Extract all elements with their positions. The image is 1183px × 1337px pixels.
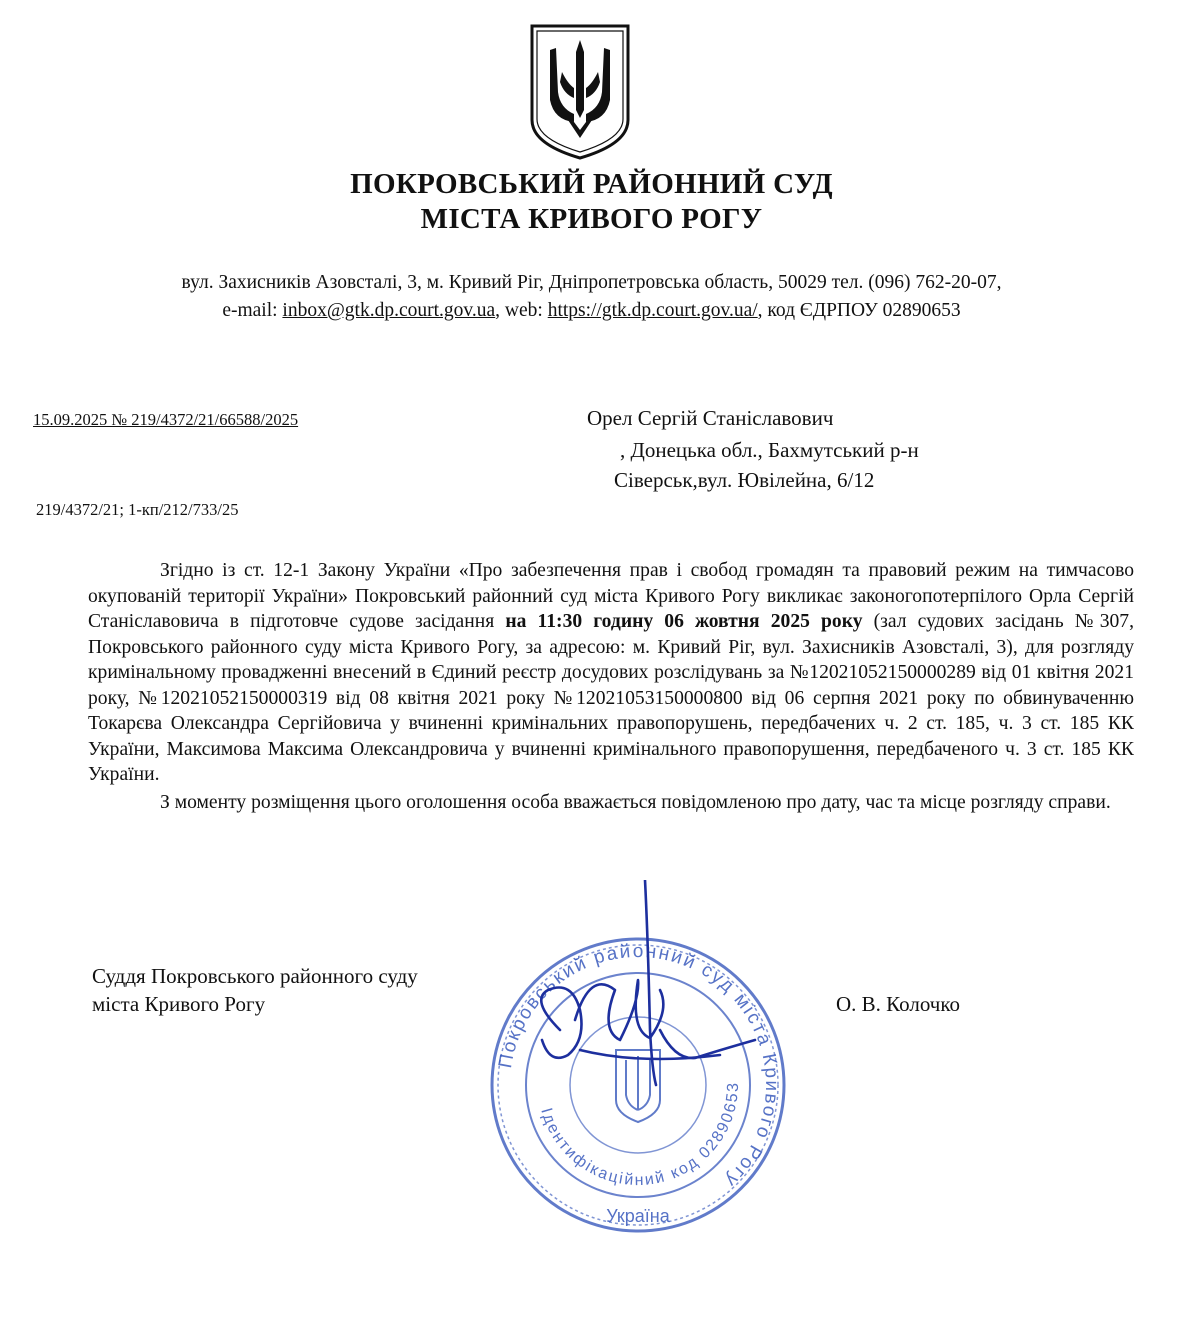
notice-paragraph-1 <box>88 558 1134 788</box>
court-contacts <box>0 300 1183 322</box>
judge-name: О. В. Колочко <box>836 992 960 1016</box>
web-label: , web: <box>495 300 548 321</box>
notice-paragraph-2: З моменту розміщення цього оголошення особа вважається повідомленою про дату, час та місце розгляду справи. <box>160 791 1111 813</box>
judge-position-line2: міста Кривого Рогу <box>92 992 266 1016</box>
web-link[interactable]: https://gtk.dp.court.gov.ua/ <box>547 300 758 321</box>
recipient-street: Сіверськ,вул. Ювілейна, 6/12 <box>614 468 875 492</box>
judge-signature-icon <box>520 880 760 1110</box>
para1-text-start: Згідно із ст. 12-1 Закону України «Про забезпечення прав і свобод громадян та правовий режим на тимчасово окупованій території України» Покровський районний суд міста Кривого Рогу викликає законогопотерпілого Орла Сергій Станіславовича в підготовче судове засідання <box>88 560 1134 632</box>
stamp-outer-text: Покровський районний суд міста Кривого Рогу <box>495 940 783 1193</box>
email-label: e-mail: <box>222 300 283 321</box>
recipient-region: , Донецька обл., Бахмутський р-н <box>620 438 919 462</box>
court-name-line2: МІСТА КРИВОГО РОГУ <box>420 203 763 235</box>
stamp-country: Україна <box>606 1206 670 1226</box>
case-numbers: 219/4372/21; 1-кп/212/733/25 <box>36 500 239 519</box>
judge-position <box>92 962 418 1018</box>
recipient-name: Орел Сергій Станіславович <box>587 406 834 430</box>
edrpou-code: , код ЄДРПОУ 02890653 <box>757 300 961 321</box>
email-link[interactable]: inbox@gtk.dp.court.gov.ua <box>282 300 496 321</box>
stamp-inner-text: Ідентифікаційний код 02890653 <box>537 1080 743 1190</box>
court-address: вул. Захисників Азовсталі, 3, м. Кривий Ріг, Дніпропетровська область, 50029 тел. (096) 762-20-07, <box>181 272 1002 293</box>
hearing-datetime: на 11:30 годину 06 жовтня 2025 року <box>505 611 863 632</box>
coat-of-arms-icon <box>528 22 632 162</box>
court-name-line1: ПОКРОВСЬКИЙ РАЙОННИЙ СУД <box>350 168 833 200</box>
outgoing-number: 15.09.2025 № 219/4372/21/66588/2025 <box>33 410 299 429</box>
judge-position-line1: Суддя Покровського районного суду <box>92 964 418 988</box>
para1-text-end: (зал судових засідань №307, Покровського районного суду міста Кривого Рогу, за адресою: м. Кривий Ріг, вул. Захисників Азовсталі, 3), для розгляду кримінальному провадженні внесений в Єдиний реєстр досудових розслідувань за №12021052150000289 від 01 квітня 2021 року, №12021052150000319 від 08 квітня 2021 року №12021053150000800 від 06 серпня 2021 року по обвинуваченню Токарєва Олександра Сергійовича у вчиненні кримінальних правопорушень, передбачених ч. 2 ст. 185, ч. 3 ст. 185 КК України, Максимова Максима Олександровича у вчиненні кримінального правопорушення, передбаченого ч. 3 ст. 185 КК України. <box>88 611 1134 785</box>
notice-body <box>88 558 1134 815</box>
